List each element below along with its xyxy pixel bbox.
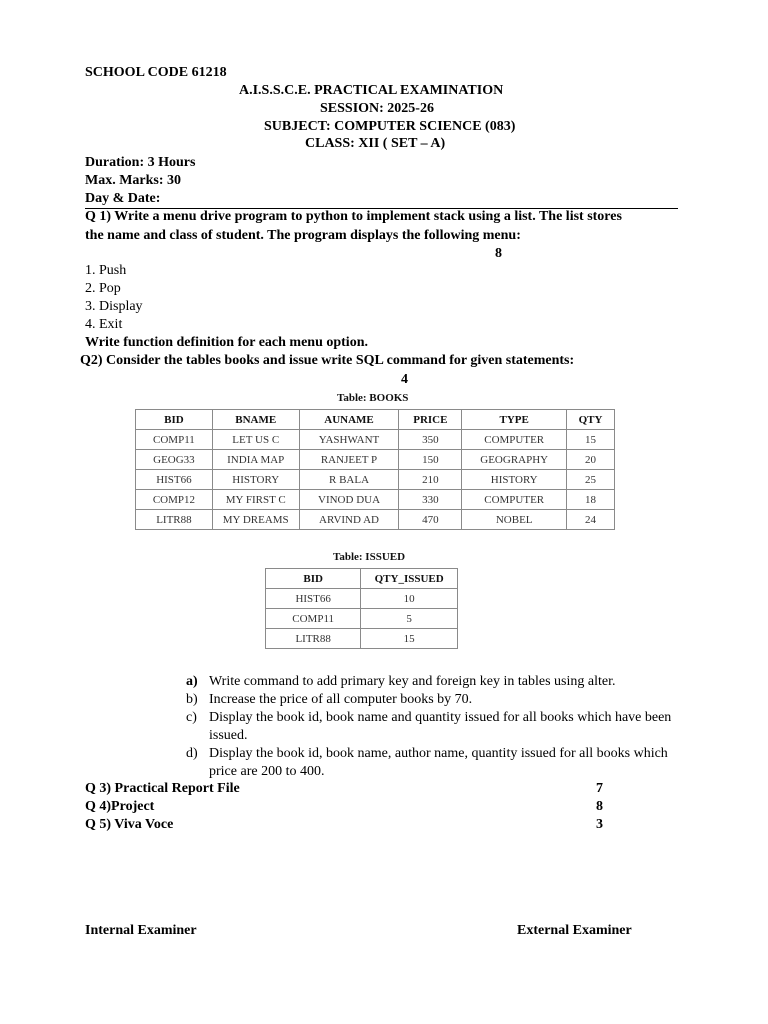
- part-letter: b): [186, 692, 198, 707]
- table-cell: 150: [399, 450, 462, 470]
- part-letter: c): [186, 710, 197, 725]
- table-cell: COMP12: [136, 490, 213, 510]
- table-cell: 5: [361, 609, 458, 629]
- class-line: CLASS: XII ( SET – A): [305, 136, 446, 151]
- table-cell: 470: [399, 510, 462, 530]
- table-cell: COMP11: [136, 430, 213, 450]
- column-header: PRICE: [399, 410, 462, 430]
- issued-table-row: [266, 629, 458, 649]
- menu-item-display: 3. Display: [85, 299, 143, 314]
- school-code: SCHOOL CODE 61218: [85, 65, 227, 80]
- issued-header-row: [266, 569, 458, 589]
- q5-marks: 3: [596, 817, 603, 832]
- books-header-row: [136, 410, 615, 430]
- table-cell: NOBEL: [462, 510, 567, 530]
- issued-table-row: [266, 609, 458, 629]
- part-text: Display the book id, book name and quantity issued for all books which have been issued.: [209, 710, 672, 743]
- table-cell: 10: [361, 589, 458, 609]
- books-table: [135, 409, 615, 530]
- table-cell: COMPUTER: [462, 490, 567, 510]
- table-cell: HISTORY: [462, 470, 567, 490]
- books-table-row: [136, 490, 615, 510]
- duration: Duration: 3 Hours: [85, 155, 196, 170]
- part-letter: d): [186, 746, 198, 761]
- table-cell: VINOD DUA: [299, 490, 399, 510]
- internal-examiner: Internal Examiner: [85, 923, 197, 938]
- table-cell: HIST66: [136, 470, 213, 490]
- table-cell: 24: [567, 510, 615, 530]
- q2-part-c: [0, 709, 768, 745]
- table-cell: 18: [567, 490, 615, 510]
- column-header: QTY: [567, 410, 615, 430]
- table-cell: HIST66: [266, 589, 361, 609]
- table-cell: 210: [399, 470, 462, 490]
- table-cell: 25: [567, 470, 615, 490]
- column-header: BID: [266, 569, 361, 589]
- column-header: QTY_ISSUED: [361, 569, 458, 589]
- subject-line: SUBJECT: COMPUTER SCIENCE (083): [264, 119, 516, 134]
- books-table-row: [136, 510, 615, 530]
- q1-line2: the name and class of student. The program displays the following menu:: [85, 228, 521, 243]
- table-cell: GEOGRAPHY: [462, 450, 567, 470]
- table-cell: R BALA: [299, 470, 399, 490]
- column-header: TYPE: [462, 410, 567, 430]
- q1-marks: 8: [495, 246, 502, 261]
- session-line: SESSION: 2025-26: [320, 101, 434, 116]
- q4-label: Q 4)Project: [85, 799, 155, 814]
- max-marks: Max. Marks: 30: [85, 173, 182, 188]
- table-cell: HISTORY: [212, 470, 299, 490]
- table-cell: MY DREAMS: [212, 510, 299, 530]
- menu-item-push: 1. Push: [85, 263, 127, 278]
- column-header: BNAME: [212, 410, 299, 430]
- table-cell: LITR88: [266, 629, 361, 649]
- table-cell: MY FIRST C: [212, 490, 299, 510]
- column-header: BID: [136, 410, 213, 430]
- table-cell: LITR88: [136, 510, 213, 530]
- q1-instruction: Write function definition for each menu option.: [85, 335, 368, 350]
- q4-marks: 8: [596, 799, 603, 814]
- q2-part-b: [0, 691, 768, 709]
- exam-title: A.I.S.S.C.E. PRACTICAL EXAMINATION: [239, 83, 504, 98]
- table-cell: 350: [399, 430, 462, 450]
- part-text: Increase the price of all computer books by 70.: [209, 692, 473, 707]
- table-cell: LET US C: [212, 430, 299, 450]
- books-table-row: [136, 450, 615, 470]
- table-cell: ARVIND AD: [299, 510, 399, 530]
- table-cell: RANJEET P: [299, 450, 399, 470]
- part-text: Display the book id, book name, author name, quantity issued for all books which price are 200 to 400.: [209, 746, 668, 779]
- q2-text: Q2) Consider the tables books and issue write SQL command for given statements:: [80, 353, 575, 368]
- q2-part-a: [0, 673, 768, 691]
- q3-marks: 7: [596, 781, 603, 796]
- table-cell: 330: [399, 490, 462, 510]
- table-cell: INDIA MAP: [212, 450, 299, 470]
- q2-marks: 4: [401, 372, 408, 387]
- table-cell: YASHWANT: [299, 430, 399, 450]
- menu-item-pop: 2. Pop: [85, 281, 121, 296]
- issued-table-caption: Table: ISSUED: [333, 551, 406, 563]
- table-cell: COMP11: [266, 609, 361, 629]
- day-date: Day & Date:: [85, 191, 161, 206]
- books-table-caption: Table: BOOKS: [337, 392, 409, 404]
- q5-label: Q 5) Viva Voce: [85, 817, 174, 832]
- q2-part-d: [0, 745, 768, 781]
- part-letter: a): [186, 674, 198, 689]
- issued-table-row: [266, 589, 458, 609]
- table-cell: 20: [567, 450, 615, 470]
- books-table-row: [136, 470, 615, 490]
- external-examiner: External Examiner: [517, 923, 632, 938]
- table-cell: 15: [567, 430, 615, 450]
- q3-label: Q 3) Practical Report File: [85, 781, 240, 796]
- table-cell: GEOG33: [136, 450, 213, 470]
- q1-line1: Q 1) Write a menu drive program to python to implement stack using a list. The list stores: [85, 209, 622, 224]
- table-cell: 15: [361, 629, 458, 649]
- table-cell: COMPUTER: [462, 430, 567, 450]
- issued-table: [265, 568, 458, 649]
- books-table-row: [136, 430, 615, 450]
- part-text: Write command to add primary key and foreign key in tables using alter.: [209, 674, 616, 689]
- column-header: AUNAME: [299, 410, 399, 430]
- menu-item-exit: 4. Exit: [85, 317, 123, 332]
